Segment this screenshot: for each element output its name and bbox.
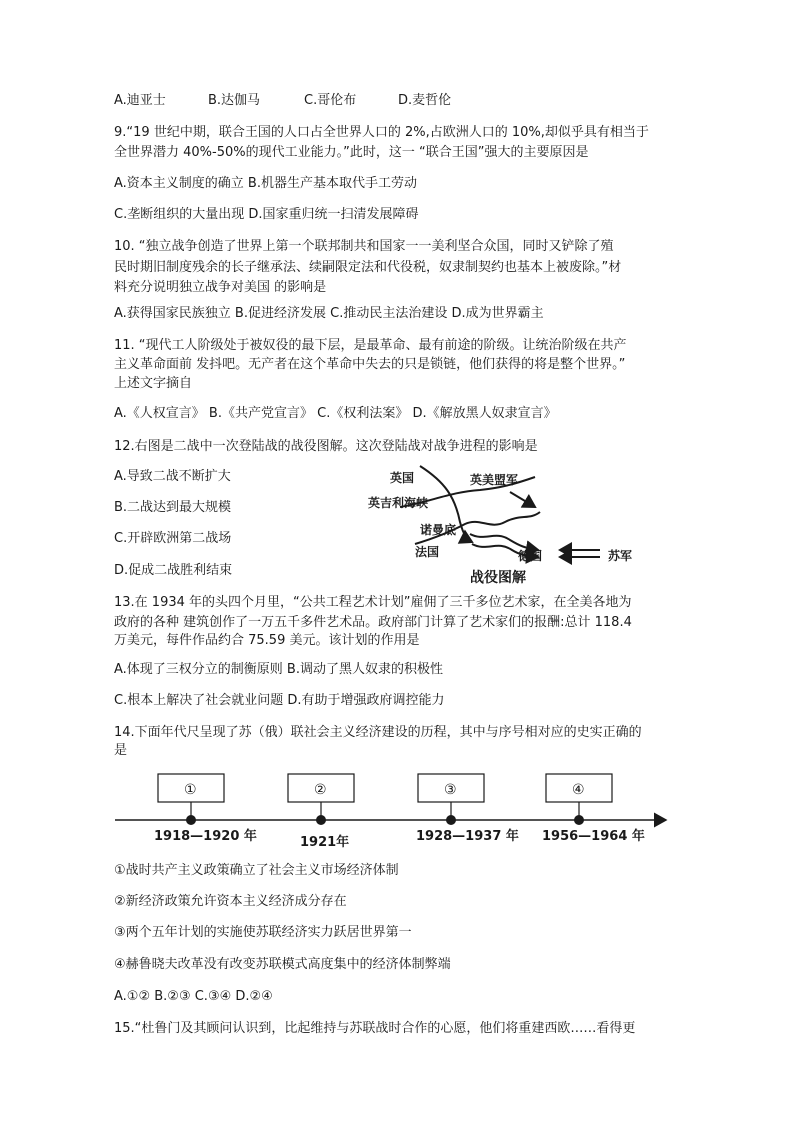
q10-stem-line3: 料充分说明独立战争对美国 的影响是 [114,280,327,295]
map-caption: 战役图解 [470,570,526,586]
allied-arrow-2 [510,492,535,507]
timeline-num-4: ④ [572,782,585,798]
q11-options-line: A.《人权宣言》 B.《共产党宣言》 C.《权利法案》 D.《解放黑人奴隶宣言》 [114,406,557,421]
q13-stem-line1: 13.在 1934 年的头四个月里，“公共工程艺术计划”雇佣了三千多位艺术家，在全美各地为 [114,595,632,610]
q14-statement-2: ②新经济政策允许资本主义经济成分存在 [114,894,347,909]
timeline-year-4: 1956—1964 年 [542,829,645,844]
q8-option-b: B.达伽马 [208,93,261,108]
map-label-britain: 英国 [390,471,415,485]
map-label-normandy: 诺曼底 [420,523,457,537]
map-label-soviet: 苏军 [608,549,633,563]
q14-options-line: A.①② B.②③ C.③④ D.②④ [114,989,273,1004]
q11-stem-line2: 主义革命面前 发抖吧。无产者在这个革命中失去的只是锁链，他们获得的将是整个世界。” [114,357,626,372]
q14-statement-1: ①战时共产主义政策确立了社会主义市场经济体制 [114,863,399,878]
map-label-channel: 英吉利海峡 [368,496,429,510]
timeline-node-3 [416,774,519,844]
q14-stem-line2: 是 [114,743,128,758]
q8-option-c: C.哥伦布 [304,93,357,108]
timeline-year-2: 1921年 [300,835,350,850]
map-label-germany: 德国 [518,549,543,563]
q14-stem-line1: 14.下面年代尺呈现了苏（俄）联社会主义经济建设的历程，其中与序号相对应的史实正确的 [114,725,642,740]
timeline-num-3: ③ [444,782,457,798]
q12-option-a: A.导致二战不断扩大 [114,469,231,484]
q9-options-line2: C.垄断组织的大量出现 D.国家重归统一扫清发展障碍 [114,207,419,222]
q11-stem-line3: 上述文字摘自 [114,376,193,391]
q8-option-d: D.麦哲伦 [398,93,452,108]
timeline-node-4 [542,774,645,844]
timeline-year-1: 1918—1920 年 [154,829,257,844]
timeline-node-2 [288,774,354,850]
q14-timeline [110,768,680,853]
timeline-year-3: 1928—1937 年 [416,829,519,844]
q15-stem-line1: 15.“杜鲁门及其顾问认识到，比起维持与苏联战时合作的心愿，他们将重建西欧……看得更 [114,1021,636,1036]
q11-stem-line1: 11. “现代工人阶级处于被奴役的最下层，是最革命、最有前途的阶级。让统治阶级在共产 [114,338,627,353]
q10-stem-line1: 10. “独立战争创造了世界上第一个联邦制共和国家一一美利坚合众国，同时又铲除了殖 [114,239,614,254]
q9-stem-line1: 9.“19 世纪中期，联合王国的人口占全世界人口的 2%,占欧洲人口的 10%,却似乎具有相当于 [114,125,649,140]
q14-statement-3: ③两个五年计划的实施使苏联经济实力跃居世界第一 [114,925,412,940]
q12-stem: 12.右图是二战中一次登陆战的战役图解。这次登陆战对战争进程的影响是 [114,439,538,454]
timeline-node-1 [154,774,257,844]
q10-stem-line2: 民时期旧制度残余的长子继承法、续嗣限定法和代役税，奴隶制契约也基本上被废除。”材 [114,260,622,275]
q13-stem-line3: 万美元，每件作品约合 75.59 美元。该计划的作用是 [114,633,420,648]
q13-options-line2: C.根本上解决了社会就业问题 D.有助于增强政府调控能力 [114,693,445,708]
q14-statement-4: ④赫鲁晓夫改革没有改变苏联模式高度集中的经济体制弊端 [114,957,451,972]
q12-option-c: C.开辟欧洲第二战场 [114,531,232,546]
timeline-num-2: ② [314,782,327,798]
map-label-allies: 英美盟军 [470,473,519,487]
q9-options-line1: A.资本主义制度的确立 B.机器生产基本取代手工劳动 [114,176,417,191]
map-label-france: 法国 [415,545,440,559]
q12-option-b: B.二战达到最大规模 [114,500,232,515]
q12-battle-map [360,462,650,587]
timeline-num-1: ① [184,782,197,798]
q13-stem-line2: 政府的各种 建筑创作了一万五千多件艺术品。政府部门计算了艺术家们的报酬:总计 118.4 [114,615,632,630]
q13-options-line1: A.体现了三权分立的制衡原则 B.调动了黑人奴隶的积极性 [114,662,443,677]
q10-options-line: A.获得国家民族独立 B.促进经济发展 C.推动民主法治建设 D.成为世界霸主 [114,306,544,321]
q9-stem-line2: 全世界潜力 40%-50%的现代工业能力。”此时，这一 “联合王国”强大的主要原因是 [114,145,589,160]
q8-option-a: A.迪亚士 [114,93,166,108]
q12-option-d: D.促成二战胜利结束 [114,563,233,578]
